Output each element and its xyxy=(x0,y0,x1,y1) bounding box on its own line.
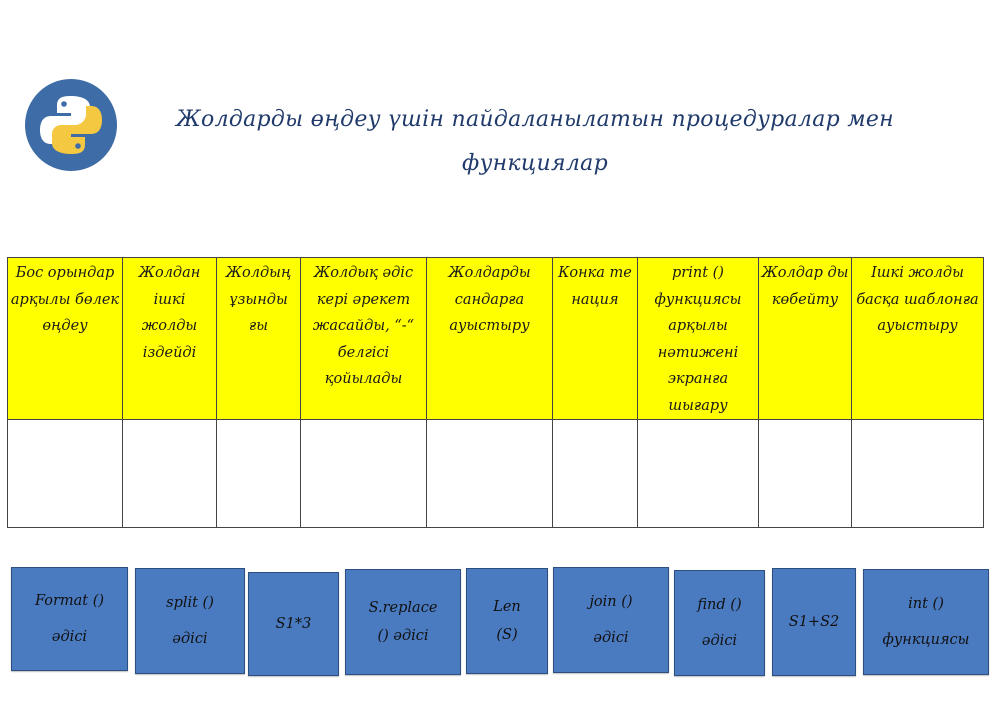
answer-card-len[interactable] xyxy=(466,568,548,674)
card-line: функциясы xyxy=(882,632,970,648)
card-line: split () xyxy=(166,595,214,611)
category-header: Ішкі жолды басқа шаблонға ауыстыру xyxy=(852,258,984,420)
category-header: Жолдың ұзынды ғы xyxy=(217,258,301,420)
card-line: S1*3 xyxy=(275,616,312,632)
drop-zone[interactable] xyxy=(123,420,217,528)
title-line-2: функциялар xyxy=(462,151,608,176)
drop-zone[interactable] xyxy=(553,420,638,528)
category-table xyxy=(7,257,984,528)
category-header: Конка те нация xyxy=(553,258,638,420)
answer-card-int[interactable] xyxy=(863,569,989,675)
card-line: S.replace xyxy=(368,600,438,616)
card-line: Len xyxy=(493,599,521,615)
card-line: (S) xyxy=(496,627,518,643)
drop-zone[interactable] xyxy=(217,420,301,528)
category-header: Жолдан ішкі жолды іздейді xyxy=(123,258,217,420)
drop-zone[interactable] xyxy=(759,420,852,528)
card-line: () әдісі xyxy=(377,628,429,644)
page-title xyxy=(120,98,950,186)
card-line: find () xyxy=(697,597,742,613)
category-header: print () функциясы арқылы нәтижені экранға шығару xyxy=(638,258,759,420)
header-row xyxy=(8,258,984,420)
drop-zone[interactable] xyxy=(301,420,427,528)
answer-card-s1-plus-s2[interactable] xyxy=(772,568,856,676)
answer-card-replace[interactable] xyxy=(345,569,461,675)
answer-card-s1-times-3[interactable] xyxy=(248,572,339,676)
drop-zone[interactable] xyxy=(638,420,759,528)
title-line-1: Жолдарды өңдеу үшін пайдаланылатын процедуралар мен xyxy=(176,107,894,132)
drop-zone[interactable] xyxy=(8,420,123,528)
category-header: Жолдар ды көбейту xyxy=(759,258,852,420)
drop-zone[interactable] xyxy=(427,420,553,528)
answer-card-split[interactable] xyxy=(135,568,245,674)
card-line: join () xyxy=(589,594,633,610)
card-line: S1+S2 xyxy=(788,614,840,630)
card-line: әдісі xyxy=(51,629,88,645)
category-header: Жолдарды сандарға ауыстыру xyxy=(427,258,553,420)
answer-card-format[interactable] xyxy=(11,567,128,671)
answer-card-join[interactable] xyxy=(553,567,669,673)
card-line: әдісі xyxy=(172,631,208,647)
card-line: әдісі xyxy=(593,630,629,646)
category-header: Жолдық әдіс кері әрекет жасайды, “-“ белгісі қойылады xyxy=(301,258,427,420)
answer-card-find[interactable] xyxy=(674,570,765,676)
drop-zone[interactable] xyxy=(852,420,984,528)
drop-row xyxy=(8,420,984,528)
category-header: Бос орындар арқылы бөлек өңдеу xyxy=(8,258,123,420)
card-line: int () xyxy=(908,596,944,612)
card-line: Format () xyxy=(34,593,105,609)
python-logo-icon xyxy=(24,78,118,172)
card-line: әдісі xyxy=(701,633,738,649)
